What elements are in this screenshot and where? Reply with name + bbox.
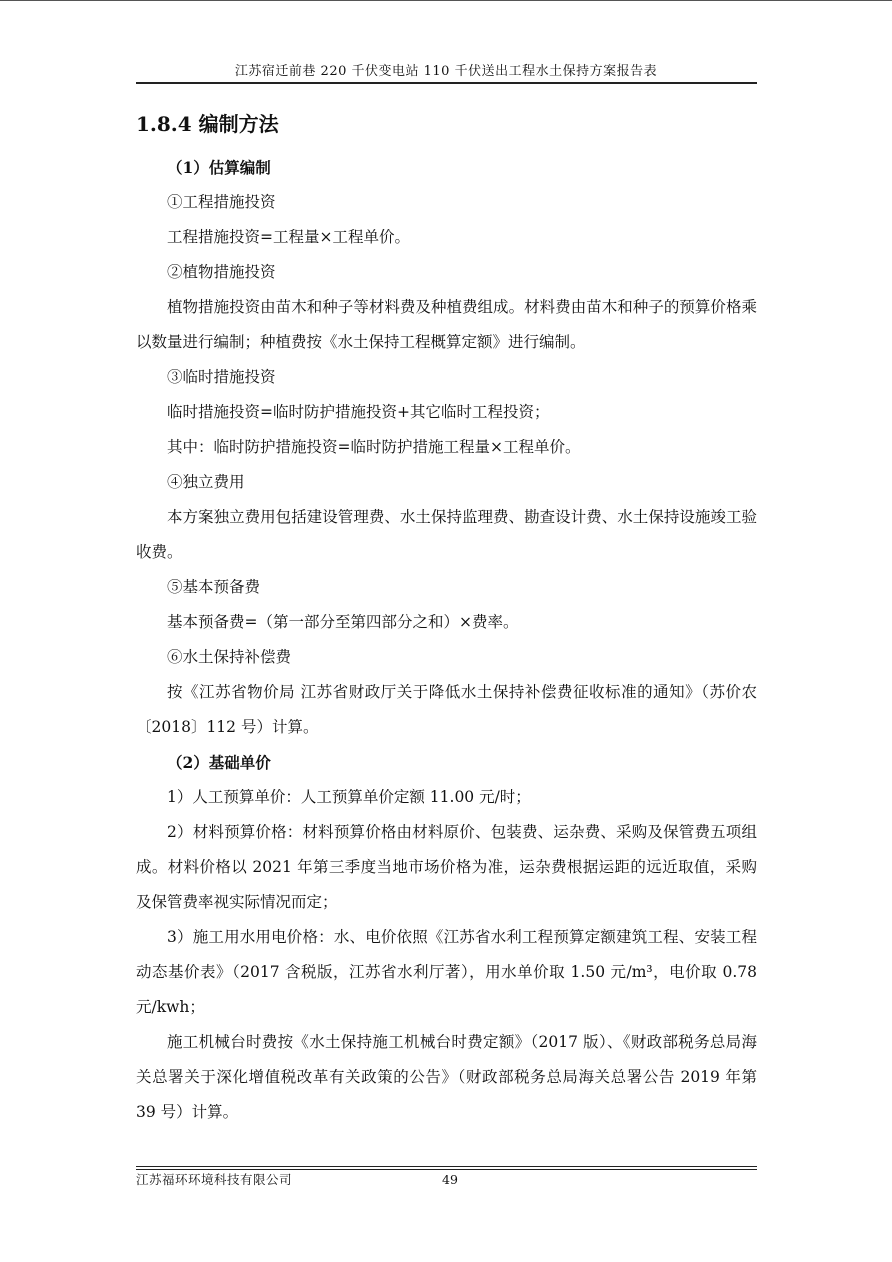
item-basic-reserve: ⑤基本预备费 [167, 578, 261, 596]
temporary-protection-formula: 其中：临时防护措施投资=临时防护措施工程量×工程单价。 [167, 438, 581, 456]
water-electricity-price-text: 3）施工用水用电价格：水、电价依照《江苏省水利工程预算定额建筑工程、安装工程动态基价表》（2017 含税版，江苏省水利厅著），用水单价取 1.50 元/m³，电价取 0.78 元/kwh； [136, 928, 757, 1016]
item-independent-cost: ④独立费用 [167, 473, 245, 491]
footer-rule-top [136, 1166, 757, 1167]
page-number: 49 [442, 1172, 458, 1187]
footer-rule-bottom [136, 1169, 757, 1170]
material-price-text: 2）材料预算价格：材料预算价格由材料原价、包装费、运杂费、采购及保管费五项组成。材料价格以 2021 年第三季度当地市场价格为准，运杂费根据运距的远近取值，采购及保管费率视实际情况而定； [136, 823, 757, 911]
item-temporary-investment: ③临时措施投资 [167, 368, 276, 386]
engineering-investment-formula: 工程措施投资=工程量×工程单价。 [167, 228, 410, 246]
basic-reserve-formula: 基本预备费=（第一部分至第四部分之和）×费率。 [167, 613, 519, 631]
item-plant-investment: ②植物措施投资 [167, 263, 276, 281]
item-engineering-investment: ①工程措施投资 [167, 193, 276, 211]
section-heading: 1.8.4 编制方法 [136, 112, 279, 136]
labor-price-text: 1）人工预算单价：人工预算单价定额 11.00 元/时； [167, 788, 531, 806]
subheading-unit-price: （2）基础单价 [167, 753, 271, 772]
item-compensation-fee: ⑥水土保持补偿费 [167, 648, 292, 666]
header-rule [136, 82, 757, 84]
footer-company-name: 江苏福环环境科技有限公司 [136, 1172, 293, 1187]
document-header-title: 江苏宿迁前巷 220 千伏变电站 110 千伏送出工程水土保持方案报告表 [234, 64, 658, 79]
temporary-investment-formula: 临时措施投资=临时防护措施投资+其它临时工程投资； [167, 403, 550, 421]
machinery-cost-text: 施工机械台时费按《水土保持施工机械台时费定额》（2017 版）、《财政部税务总局海关总署关于深化增值税改革有关政策的公告》（财政部税务总局海关总署公告 2019 年第 39 号）计算。 [136, 1033, 757, 1121]
subheading-estimate: （1）估算编制 [167, 158, 271, 177]
independent-cost-text: 本方案独立费用包括建设管理费、水土保持监理费、勘查设计费、水土保持设施竣工验收费。 [136, 508, 757, 561]
plant-investment-text: 植物措施投资由苗木和种子等材料费及种植费组成。材料费由苗木和种子的预算价格乘以数量进行编制；种植费按《水土保持工程概算定额》进行编制。 [136, 298, 757, 351]
page-top-edge [0, 0, 892, 1]
body-content [136, 150, 757, 1130]
compensation-fee-text: 按《江苏省物价局 江苏省财政厅关于降低水土保持补偿费征收标准的通知》（苏价农〔2018〕112 号）计算。 [136, 683, 757, 736]
